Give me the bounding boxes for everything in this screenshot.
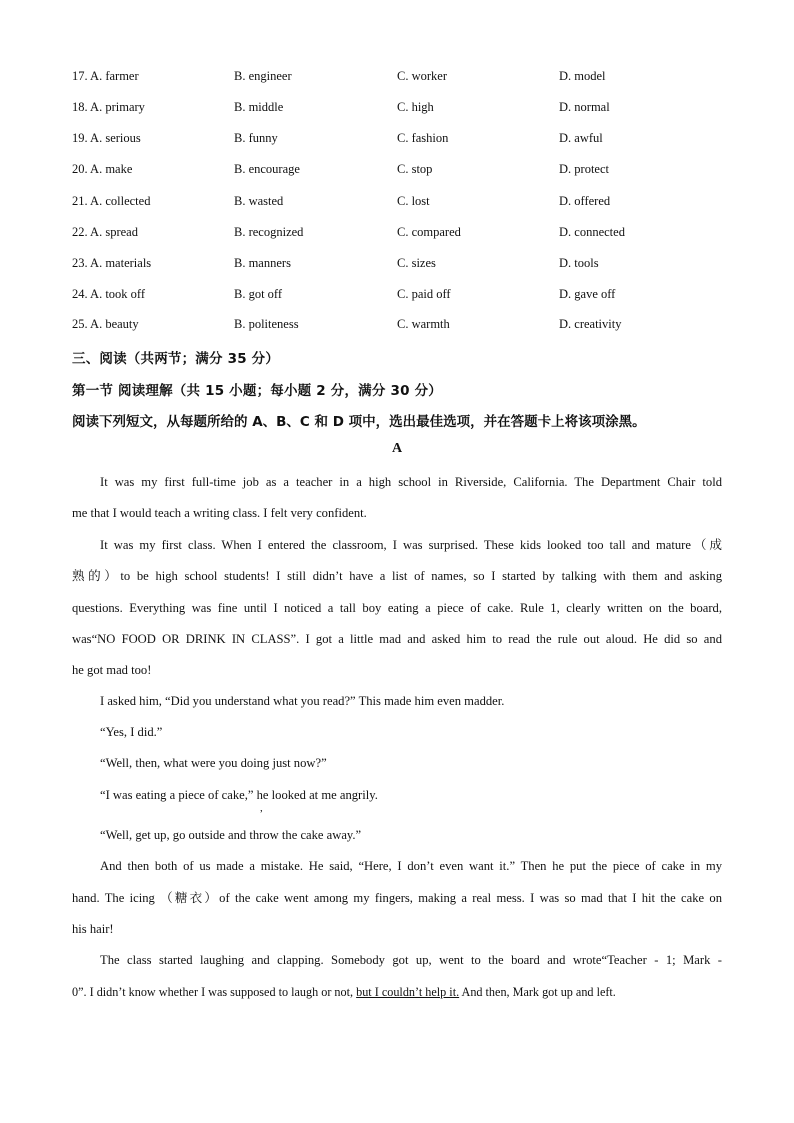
option-c: C. fashion — [397, 131, 449, 145]
passage-line: questions. Everything was fine until I noticed a tall boy eating a piece of cake. Rule 1, clearly written on the board, — [72, 601, 722, 615]
option-c: C. high — [397, 100, 434, 114]
passage-label: A — [391, 441, 403, 456]
option-a: 21. A. collected — [72, 194, 151, 208]
option-c: C. sizes — [397, 256, 436, 270]
option-d: D. gave off — [559, 287, 616, 301]
option-a: 25. A. beauty — [72, 317, 139, 331]
passage-line: 熟的）to be high school students! I still didn’t have a list of names, so I started by talking with them and asking — [72, 569, 722, 583]
passage-line: me that I would teach a writing class. I felt very confident. — [72, 506, 367, 520]
option-d: D. model — [559, 69, 606, 83]
section-title: 三、阅读（共两节；满分 35 分） — [72, 351, 280, 367]
question-25-options — [72, 314, 732, 334]
question-18-options — [72, 97, 732, 117]
option-d: D. offered — [559, 194, 611, 208]
option-c: C. worker — [397, 69, 447, 83]
option-d: D. connected — [559, 225, 625, 239]
passage-line: “I was eating a piece of cake,” he looked at me angrily. — [100, 788, 378, 802]
option-c: C. warmth — [397, 317, 450, 331]
question-23-options — [72, 253, 732, 273]
option-a: 23. A. materials — [72, 256, 152, 270]
option-c: C. compared — [397, 225, 461, 239]
question-19-options — [72, 128, 732, 148]
passage-line: his hair! — [72, 922, 114, 936]
option-b: B. manners — [234, 256, 291, 270]
option-a: 18. A. primary — [72, 100, 145, 114]
option-a: 19. A. serious — [72, 131, 141, 145]
question-20-options — [72, 159, 732, 179]
passage-line: And then both of us made a mistake. He said, “Here, I don’t even want it.” Then he put the piece of cake in my — [100, 859, 722, 873]
option-c: C. lost — [397, 194, 430, 208]
option-c: C. paid off — [397, 287, 451, 301]
passage-line: “Well, then, what were you doing just now?” — [100, 756, 327, 770]
option-a: 20. A. make — [72, 162, 133, 176]
passage-line: he got mad too! — [72, 663, 152, 677]
option-d: D. tools — [559, 256, 599, 270]
option-c: C. stop — [397, 162, 433, 176]
option-b: B. middle — [234, 100, 284, 114]
option-a: 24. A. took off — [72, 287, 146, 301]
passage-line: It was my first class. When I entered the classroom, I was surprised. These kids looked too tall and mature（成 — [100, 538, 722, 552]
stray-comma-mark: , — [260, 802, 263, 814]
option-b: B. recognized — [234, 225, 304, 239]
passage-text: 0”. I didn’t know whether I was supposed to laugh or not, — [72, 985, 357, 999]
option-b: B. funny — [234, 131, 278, 145]
option-d: D. awful — [559, 131, 603, 145]
passage-line — [72, 983, 722, 1001]
option-b: B. wasted — [234, 194, 284, 208]
passage-line: “Yes, I did.” — [100, 725, 163, 739]
passage-text: And then, Mark got up and left. — [459, 985, 616, 999]
question-21-options — [72, 191, 732, 211]
passage-line: “Well, get up, go outside and throw the cake away.” — [100, 828, 362, 842]
option-b: B. politeness — [234, 317, 299, 331]
passage-line: I asked him, “Did you understand what you read?” This made him even madder. — [100, 694, 505, 708]
reading-instruction: 阅读下列短文，从每题所给的 A、B、C 和 D 项中，选出最佳选项，并在答题卡上将该项涂黑。 — [72, 414, 646, 430]
option-b: B. encourage — [234, 162, 300, 176]
option-a: 22. A. spread — [72, 225, 138, 239]
option-b: B. engineer — [234, 69, 292, 83]
passage-line: It was my first full-time job as a teacher in a high school in Riverside, California. The Department Chair told — [100, 475, 722, 489]
option-d: D. creativity — [559, 317, 622, 331]
passage-line: The class started laughing and clapping. Somebody got up, went to the board and wrote“Teacher - 1; Mark - — [100, 953, 722, 967]
option-a: 17. A. farmer — [72, 69, 139, 83]
question-22-options — [72, 222, 732, 242]
passage-line: hand. The icing （糖衣）of the cake went among my fingers, making a real mess. I was so mad that I hit the cake on — [72, 891, 722, 905]
option-b: B. got off — [234, 287, 283, 301]
passage-line: was“NO FOOD OR DRINK IN CLASS”. I got a little mad and asked him to read the rule out aloud. He did so and — [72, 632, 722, 646]
underlined-phrase: but I couldn’t help it. — [356, 985, 460, 999]
option-d: D. protect — [559, 162, 609, 176]
question-17-options — [72, 66, 732, 86]
option-d: D. normal — [559, 100, 610, 114]
question-24-options — [72, 284, 732, 304]
part-title: 第一节 阅读理解（共 15 小题；每小题 2 分，满分 30 分） — [72, 383, 442, 399]
